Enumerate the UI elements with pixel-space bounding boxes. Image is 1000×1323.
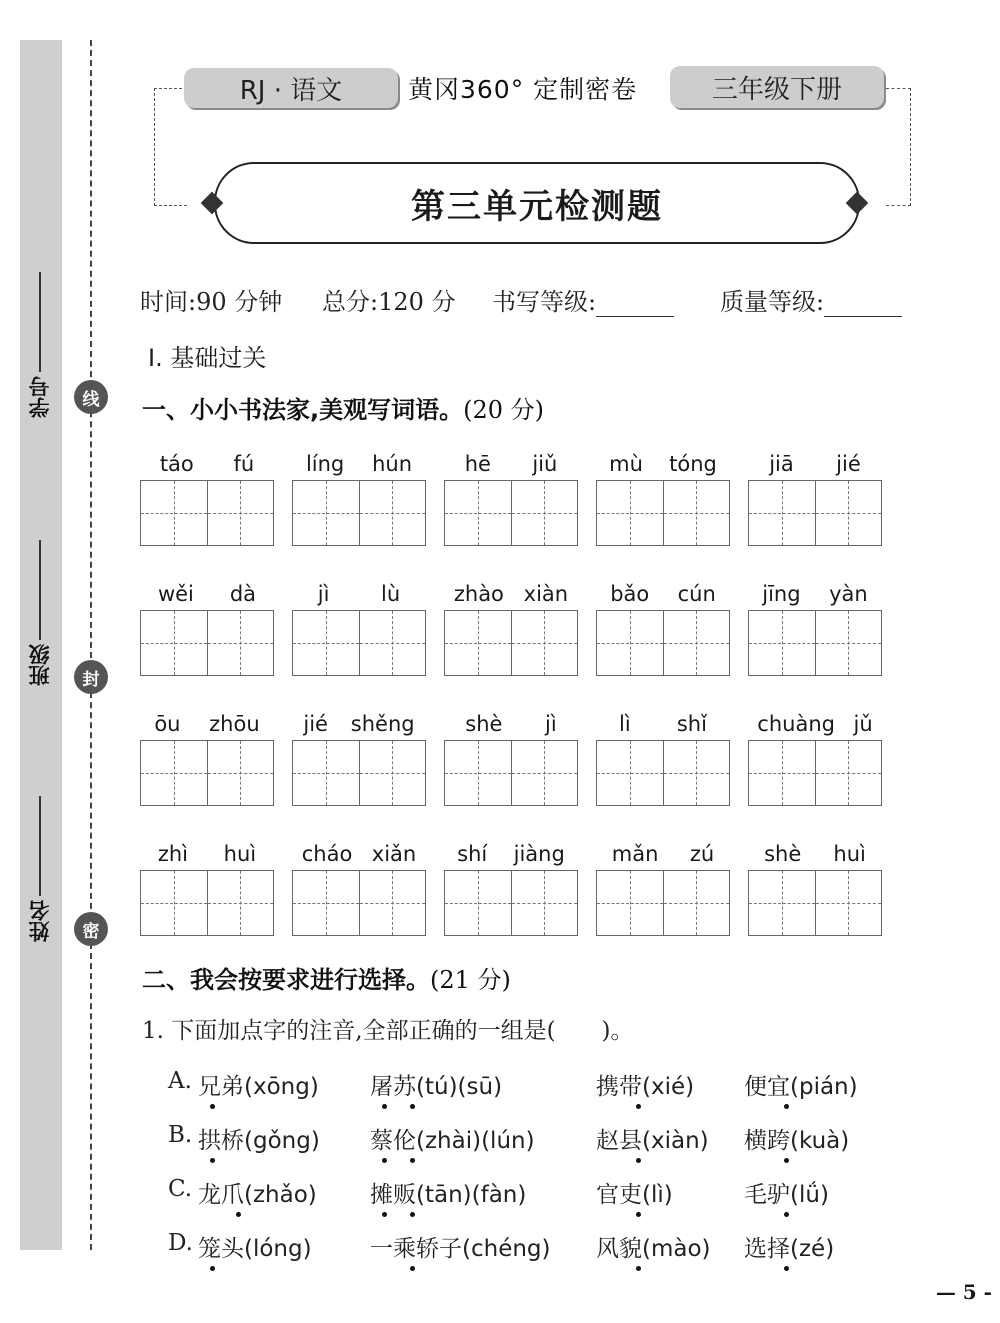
pinyin-syllable: táo <box>159 452 194 476</box>
writing-word-box <box>292 446 426 546</box>
quality-grade-blank[interactable] <box>824 290 902 317</box>
class-blank[interactable] <box>39 540 41 640</box>
tian-grid <box>748 480 882 546</box>
option-item: 选择(zé) <box>744 1236 835 1262</box>
tian-grid <box>444 870 578 936</box>
emphasis-dot <box>382 1104 387 1109</box>
option-item: 屠苏(tú)(sū) <box>370 1074 503 1100</box>
option-item: 风貌(mào) <box>596 1236 711 1262</box>
seal-line-mark: 线 <box>74 380 108 414</box>
student-id-blank[interactable] <box>39 272 41 372</box>
page-number: — 5 - <box>935 1280 992 1304</box>
tian-grid <box>748 610 882 676</box>
writing-word-box <box>444 576 578 676</box>
writing-cell[interactable] <box>511 481 578 545</box>
pinyin-syllable: shǐ <box>676 712 707 736</box>
pinyin-syllable: zú <box>689 842 715 866</box>
emphasis-dot <box>410 1104 415 1109</box>
emphasis-dot <box>636 1266 641 1271</box>
option-item: 笼头(lóng) <box>198 1236 312 1262</box>
writing-word-box <box>444 836 578 936</box>
tian-grid <box>140 480 274 546</box>
writing-cell[interactable] <box>749 871 815 935</box>
pinyin-syllable: jǔ <box>853 712 873 736</box>
brand-title: 黄冈360° 定制密卷 <box>408 75 638 104</box>
writing-cell[interactable] <box>597 611 663 675</box>
pinyin-row <box>748 576 882 606</box>
writing-word-box <box>140 836 274 936</box>
emphasis-dot <box>784 1212 789 1217</box>
writing-word-box <box>140 706 274 806</box>
pinyin-syllable: zhì <box>157 842 188 866</box>
header-bracket-right <box>886 88 911 206</box>
writing-grade-label: 书写等级: <box>492 288 597 316</box>
exam-total: 总分:120 分 <box>322 288 456 316</box>
writing-cell[interactable] <box>359 871 426 935</box>
writing-cell[interactable] <box>293 481 359 545</box>
part-label: Ⅰ. 基础过关 <box>148 344 267 372</box>
writing-word-box <box>596 706 730 806</box>
pinyin-syllable: líng <box>305 452 345 476</box>
pinyin-syllable: cún <box>677 582 716 606</box>
pinyin-syllable: huì <box>223 842 257 866</box>
option-label[interactable]: B. <box>168 1122 193 1148</box>
option-item: 兄弟(xōng) <box>198 1074 319 1100</box>
writing-word-box <box>748 836 882 936</box>
writing-cell[interactable] <box>445 611 511 675</box>
writing-cell[interactable] <box>293 871 359 935</box>
tian-grid <box>596 610 730 676</box>
pinyin-syllable: cháo <box>301 842 353 866</box>
emphasis-dot <box>210 1158 215 1163</box>
writing-word-box <box>748 706 882 806</box>
pinyin-row <box>292 836 426 866</box>
pinyin-syllable: hē <box>464 452 491 476</box>
pinyin-syllable: jì <box>317 582 330 606</box>
option-item: 官吏(lì) <box>596 1182 673 1208</box>
section2-points: (21 分) <box>430 966 511 994</box>
pinyin-row <box>596 836 730 866</box>
writing-word-box <box>140 576 274 676</box>
option-item: 赵县(xiàn) <box>596 1128 709 1154</box>
writing-word-box <box>748 446 882 546</box>
writing-cell[interactable] <box>597 871 663 935</box>
writing-cell[interactable] <box>207 611 274 675</box>
tian-grid <box>140 610 274 676</box>
emphasis-dot <box>410 1266 415 1271</box>
tian-grid <box>444 610 578 676</box>
writing-cell[interactable] <box>749 611 815 675</box>
pinyin-syllable: shè <box>764 842 802 866</box>
writing-cell[interactable] <box>445 871 511 935</box>
pinyin-row <box>444 446 578 476</box>
pinyin-syllable: lì <box>619 712 631 736</box>
pinyin-syllable: xiàn <box>523 582 569 606</box>
tian-grid <box>444 480 578 546</box>
emphasis-dot <box>382 1212 387 1217</box>
option-item: 龙爪(zhǎo) <box>198 1182 317 1208</box>
writing-cell[interactable] <box>663 611 730 675</box>
tian-grid <box>292 740 426 806</box>
pinyin-syllable: lù <box>381 582 401 606</box>
writing-cell[interactable] <box>445 481 511 545</box>
pinyin-syllable: jīng <box>762 582 801 606</box>
pinyin-row <box>444 576 578 606</box>
tian-grid <box>748 740 882 806</box>
pinyin-syllable: wěi <box>157 582 194 606</box>
section1-title-text: 一、小小书法家,美观写词语。 <box>142 396 464 424</box>
writing-word-box <box>596 576 730 676</box>
emphasis-dot <box>410 1212 415 1217</box>
writing-word-box <box>292 576 426 676</box>
tian-grid <box>596 740 730 806</box>
pinyin-syllable: zhōu <box>209 712 260 736</box>
pinyin-row <box>596 446 730 476</box>
writing-cell[interactable] <box>141 481 207 545</box>
writing-cell[interactable] <box>293 741 359 805</box>
writing-cell[interactable] <box>597 481 663 545</box>
pinyin-syllable: jì <box>545 712 557 736</box>
emphasis-dot <box>636 1104 641 1109</box>
emphasis-dot <box>382 1158 387 1163</box>
subject-pill: RJ · 语文 <box>184 68 398 108</box>
writing-cell[interactable] <box>359 611 426 675</box>
name-blank[interactable] <box>39 796 41 896</box>
option-item: 蔡伦(zhài)(lún) <box>370 1128 535 1154</box>
pinyin-syllable: jié <box>303 712 328 736</box>
pinyin-syllable: zhào <box>453 582 504 606</box>
emphasis-dot <box>784 1104 789 1109</box>
emphasis-dot <box>410 1158 415 1163</box>
pinyin-syllable: mǎn <box>611 842 659 866</box>
pinyin-syllable: tóng <box>669 452 717 476</box>
header-bracket-left <box>154 88 187 206</box>
tian-grid <box>140 740 274 806</box>
pinyin-syllable: mù <box>609 452 643 476</box>
writing-cell[interactable] <box>511 871 578 935</box>
pinyin-syllable: yàn <box>829 582 868 606</box>
student-id-field <box>20 272 60 418</box>
pinyin-syllable: chuàng <box>757 712 835 736</box>
pinyin-syllable: jiàng <box>513 842 565 866</box>
section1-title <box>142 390 544 425</box>
cut-line <box>90 40 92 1250</box>
pinyin-syllable: dà <box>229 582 257 606</box>
writing-cell[interactable] <box>293 611 359 675</box>
option-item: 摊贩(tān)(fàn) <box>370 1182 527 1208</box>
pinyin-row <box>444 836 578 866</box>
tian-grid <box>292 610 426 676</box>
writing-cell[interactable] <box>207 481 274 545</box>
pinyin-row <box>444 706 578 736</box>
exam-time: 时间:90 分钟 <box>140 288 283 316</box>
pinyin-row <box>140 446 274 476</box>
writing-cell[interactable] <box>815 741 882 805</box>
pinyin-syllable: jiā <box>769 452 794 476</box>
section2-title-text: 二、我会按要求进行选择。 <box>142 966 430 994</box>
tian-grid <box>596 870 730 936</box>
emphasis-dot <box>784 1266 789 1271</box>
pinyin-syllable: shè <box>465 712 503 736</box>
emphasis-dot <box>784 1158 789 1163</box>
emphasis-dot <box>210 1266 215 1271</box>
pinyin-row <box>292 446 426 476</box>
pinyin-row <box>292 706 426 736</box>
seal-seal-mark: 封 <box>74 660 108 694</box>
pinyin-syllable: jié <box>836 452 861 476</box>
tian-grid <box>444 740 578 806</box>
option-item: 便宜(pián) <box>744 1074 858 1100</box>
option-label[interactable]: A. <box>168 1068 192 1094</box>
writing-cell[interactable] <box>597 741 663 805</box>
pinyin-row <box>292 576 426 606</box>
name-field <box>20 796 60 942</box>
pinyin-row <box>748 446 882 476</box>
pinyin-syllable: bǎo <box>610 582 650 606</box>
emphasis-dot <box>210 1104 215 1109</box>
quality-grade-label: 质量等级: <box>720 288 825 316</box>
pinyin-syllable: ōu <box>154 712 181 736</box>
name-label: 姓名 <box>28 900 52 942</box>
pinyin-row <box>140 576 274 606</box>
writing-cell[interactable] <box>511 611 578 675</box>
writing-cell[interactable] <box>141 611 207 675</box>
option-item: 携带(xié) <box>596 1074 695 1100</box>
section1-points: (20 分) <box>463 396 545 424</box>
writing-word-box <box>596 836 730 936</box>
writing-cell[interactable] <box>511 741 578 805</box>
class-field <box>20 540 60 686</box>
page-title: 第三单元检测题 <box>214 162 860 244</box>
option-item: 一乘轿子(chéng) <box>370 1236 551 1262</box>
seal-close-mark: 密 <box>74 912 108 946</box>
writing-word-box <box>444 446 578 546</box>
option-label[interactable]: C. <box>168 1176 193 1202</box>
emphasis-dot <box>636 1158 641 1163</box>
writing-grade <box>492 282 674 317</box>
writing-cell[interactable] <box>815 871 882 935</box>
writing-cell[interactable] <box>141 871 207 935</box>
tian-grid <box>292 870 426 936</box>
writing-cell[interactable] <box>663 741 730 805</box>
pinyin-row <box>748 706 882 736</box>
grade-pill: 三年级下册 <box>670 66 884 108</box>
tian-grid <box>140 870 274 936</box>
writing-word-box <box>748 576 882 676</box>
writing-word-box <box>596 446 730 546</box>
writing-word-box <box>444 706 578 806</box>
writing-cell[interactable] <box>815 611 882 675</box>
option-item: 毛驴(lǘ) <box>744 1182 829 1208</box>
option-item: 横跨(kuà) <box>744 1128 850 1154</box>
emphasis-dot <box>636 1212 641 1217</box>
student-id-label: 学号 <box>28 376 52 418</box>
writing-word-box <box>292 836 426 936</box>
writing-cell[interactable] <box>663 871 730 935</box>
pinyin-row <box>596 576 730 606</box>
option-item: 拱桥(gǒng) <box>198 1128 320 1154</box>
quality-grade <box>720 282 902 317</box>
pinyin-syllable: shěng <box>350 712 415 736</box>
tian-grid <box>596 480 730 546</box>
pinyin-row <box>596 706 730 736</box>
pinyin-syllable: hún <box>372 452 413 476</box>
writing-cell[interactable] <box>749 481 815 545</box>
writing-cell[interactable] <box>207 871 274 935</box>
writing-cell[interactable] <box>445 741 511 805</box>
pinyin-row <box>140 706 274 736</box>
writing-word-box <box>292 706 426 806</box>
emphasis-dot <box>236 1212 241 1217</box>
pinyin-syllable: jiǔ <box>532 452 558 476</box>
writing-cell[interactable] <box>359 741 426 805</box>
tian-grid <box>292 480 426 546</box>
writing-cell[interactable] <box>815 481 882 545</box>
pinyin-row <box>140 836 274 866</box>
writing-cell[interactable] <box>207 741 274 805</box>
question1-stem: 1. 下面加点字的注音,全部正确的一组是( )。 <box>142 1018 634 1044</box>
section2-title <box>142 960 511 995</box>
writing-grade-blank[interactable] <box>596 290 674 317</box>
writing-cell[interactable] <box>749 741 815 805</box>
pinyin-syllable: fú <box>233 452 255 476</box>
writing-cell[interactable] <box>663 481 730 545</box>
tian-grid <box>748 870 882 936</box>
pinyin-syllable: xiǎn <box>371 842 417 866</box>
writing-cell[interactable] <box>359 481 426 545</box>
pinyin-syllable: shí <box>457 842 488 866</box>
writing-word-box <box>140 446 274 546</box>
class-label: 班级 <box>28 644 52 686</box>
pinyin-row <box>748 836 882 866</box>
pinyin-syllable: huì <box>833 842 866 866</box>
option-label[interactable]: D. <box>168 1230 193 1256</box>
writing-cell[interactable] <box>141 741 207 805</box>
